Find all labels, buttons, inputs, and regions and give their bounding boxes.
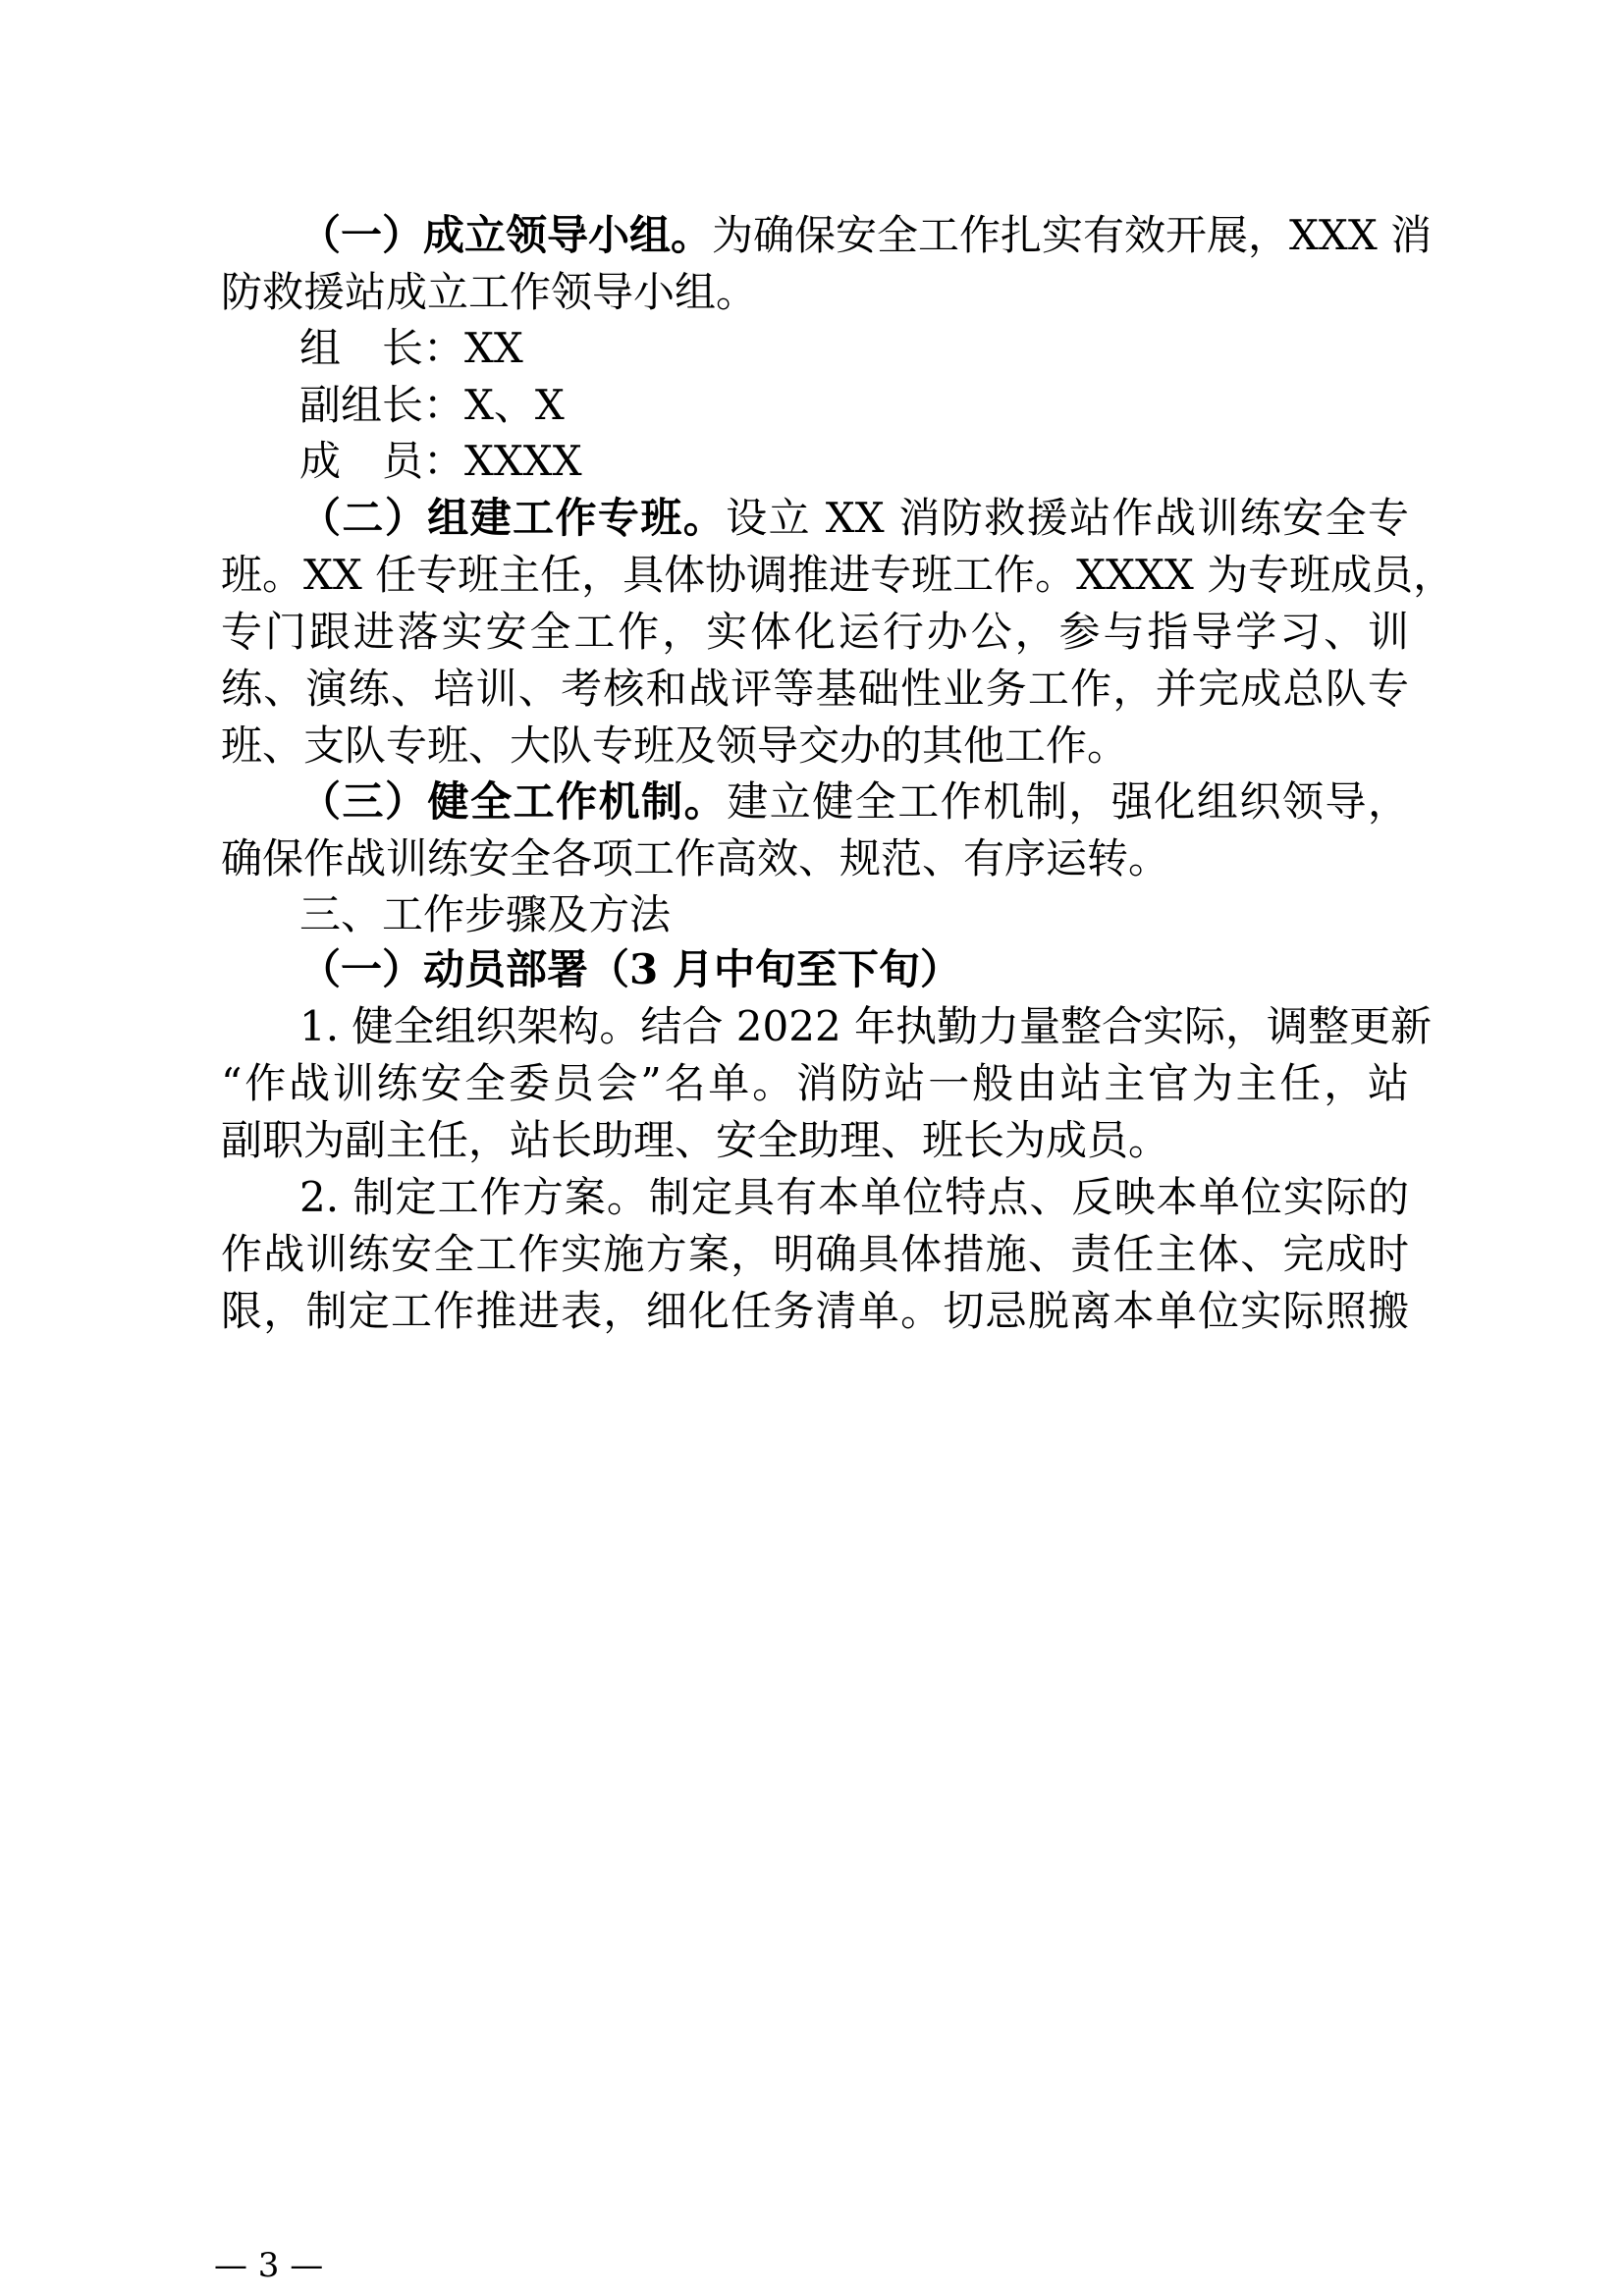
para-1-heading: （一）成立领导小组。 xyxy=(299,211,713,259)
para-1-line-1 xyxy=(299,206,1433,265)
para-2-line-5: 班、支队专班、大队专班及领导交办的其他工作。 xyxy=(221,721,1129,770)
item-2-line-2: 作战训练安全工作实施方案，明确具体措施、责任主体、完成时 xyxy=(221,1230,1409,1278)
para-2-text: 设立 XX 消防救援站作战训练安全专 xyxy=(726,494,1409,542)
item-1-line-3: 副职为副主任，站长助理、安全助理、班长为成员。 xyxy=(221,1116,1170,1164)
deputy-line: 副组长：X、X xyxy=(299,381,565,429)
section-3-heading: 三、工作步骤及方法 xyxy=(299,890,672,938)
members-line: 成 员：XXXX xyxy=(299,437,582,485)
para-2-line-1 xyxy=(299,489,1409,548)
para-2-line-3: 专门跟进落实安全工作，实体化运行办公，参与指导学习、训 xyxy=(221,608,1409,656)
para-2-heading: （二）组建工作专班。 xyxy=(299,494,727,542)
page-number: — 3 — xyxy=(214,2246,324,2285)
para-3-line-2: 确保作战训练安全各项工作高效、规范、有序运转。 xyxy=(221,834,1170,882)
item-2-line-1: 2. 制定工作方案。制定具有本单位特点、反映本单位实际的 xyxy=(299,1173,1409,1221)
item-2-line-3: 限，制定工作推进表，细化任务清单。切忌脱离本单位实际照搬 xyxy=(221,1287,1409,1335)
para-1-line-2: 防救援站成立工作领导小组。 xyxy=(221,268,758,316)
para-3-line-1 xyxy=(299,773,1409,831)
item-1-line-2: “作战训练安全委员会”名单。消防站一般由站主官为主任，站 xyxy=(221,1059,1409,1107)
para-3-text: 建立健全工作机制，强化组织领导， xyxy=(727,777,1409,826)
item-1-line-1: 1. 健全组织架构。结合 2022 年执勤力量整合实际，调整更新 xyxy=(299,1002,1433,1050)
subsection-1-heading: （一）动员部署（3 月中旬至下旬） xyxy=(299,945,961,993)
para-2-line-2: 班。XX 任专班主任，具体协调推进专班工作。XXXX 为专班成员， xyxy=(221,551,1455,599)
leader-line: 组 长：XX xyxy=(299,324,523,372)
para-3-heading: （三）健全工作机制。 xyxy=(299,777,728,826)
para-1-text: 为确保安全工作扎实有效开展，XXX 消 xyxy=(712,211,1433,259)
para-2-line-4: 练、演练、培训、考核和战评等基础性业务工作，并完成总队专 xyxy=(221,665,1409,713)
